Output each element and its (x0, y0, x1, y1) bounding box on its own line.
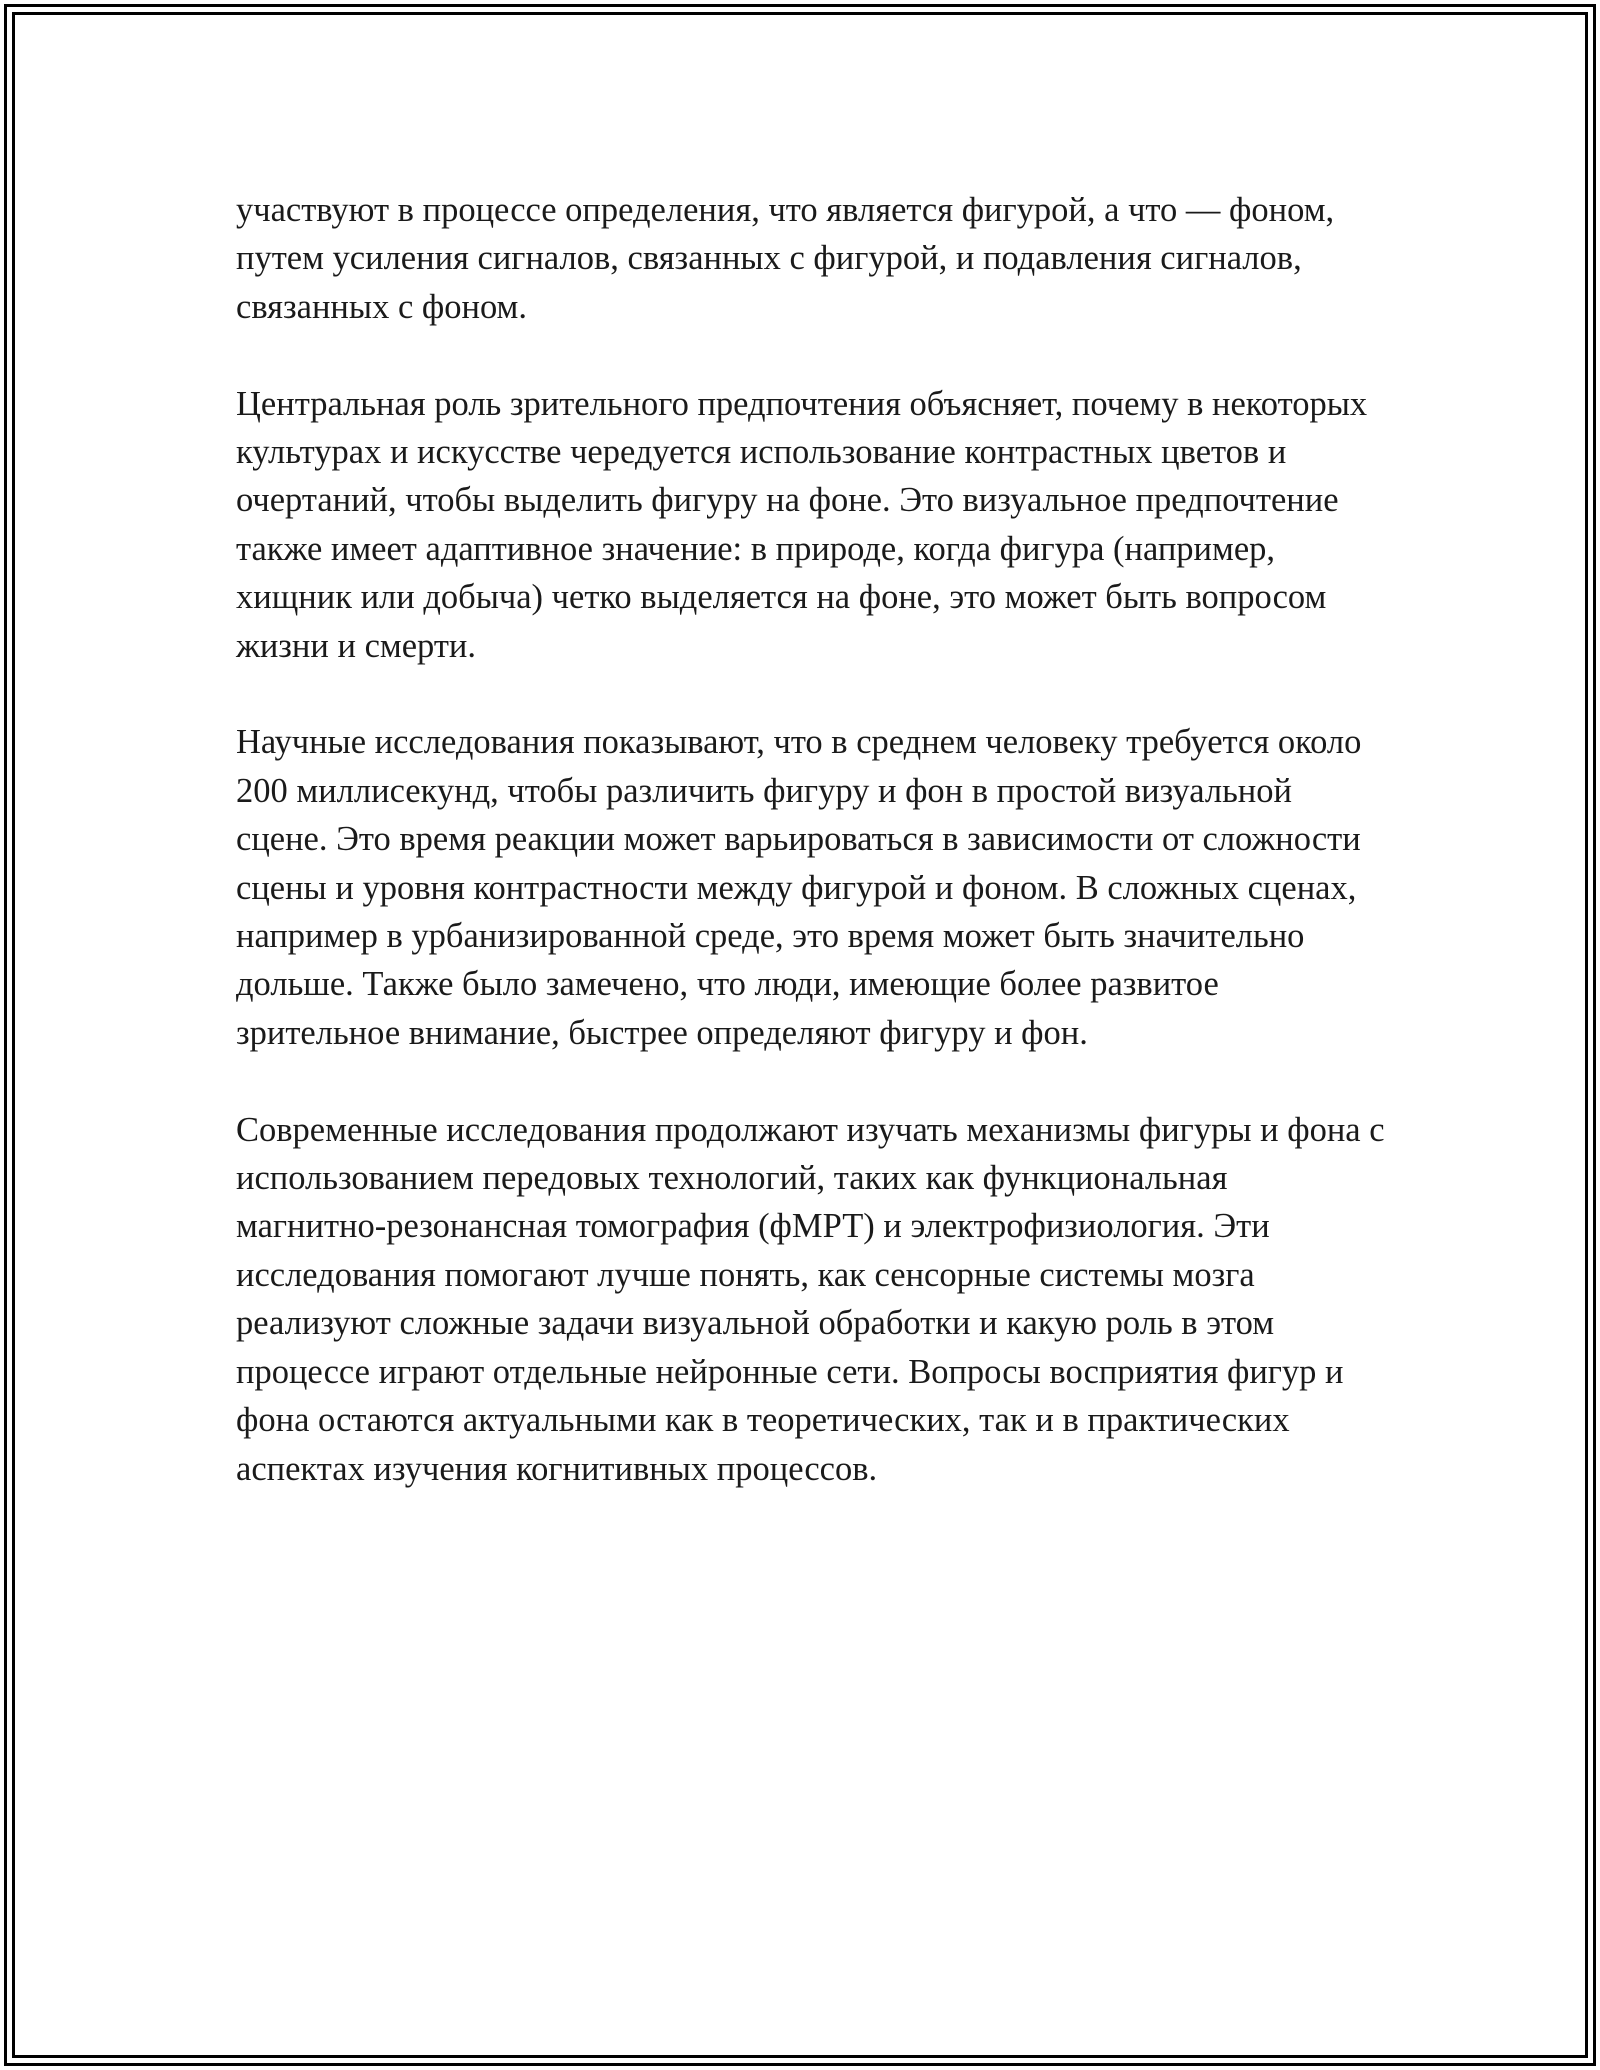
paragraph-1: участвуют в процессе определения, что является фигурой, а что — фоном, путем усиления сигналов, связанных с фигурой, и подавления сигналов, связанных с фоном. (236, 191, 1335, 326)
paragraph-3: Научные исследования показывают, что в среднем человеку требуется около 200 миллисекунд, чтобы различить фигуру и фон в простой визуальной сцене. Это время реакции может варьироваться в зависимости от сложности сцены и уровня контрастности между фигурой и фоном. В сложных сценах, например в урбанизированной среде, это время может быть значительно дольше. Также было замечено, что люди, имеющие более развитое зрительное внимание, быстрее определяют фигуру и фон. (236, 723, 1362, 1052)
paragraph-2: Центральная роль зрительного предпочтения объясняет, почему в некоторых культурах и искусстве чередуется использование контрастных цветов и очертаний, чтобы выделить фигуру на фоне. Это визуальное предпочтение также имеет адаптивное значение: в природе, когда фигура (например, хищник или добыча) четко выделяется на фоне, это может быть вопросом жизни и смерти. (236, 384, 1368, 665)
document-body (236, 186, 1386, 1541)
paragraph-4: Современные исследования продолжают изучать механизмы фигуры и фона с использованием передовых технологий, таких как функциональная магнитно-резонансная томография (фМРТ) и электрофизиология. Эти исследования помогают лучше понять, как сенсорные системы мозга реализуют сложные задачи визуальной обработки и какую роль в этом процессе играют отдельные нейронные сети. Вопросы восприятия фигур и фона остаются актуальными как в теоретических, так и в практических аспектах изучения когнитивных процессов. (236, 1110, 1385, 1488)
